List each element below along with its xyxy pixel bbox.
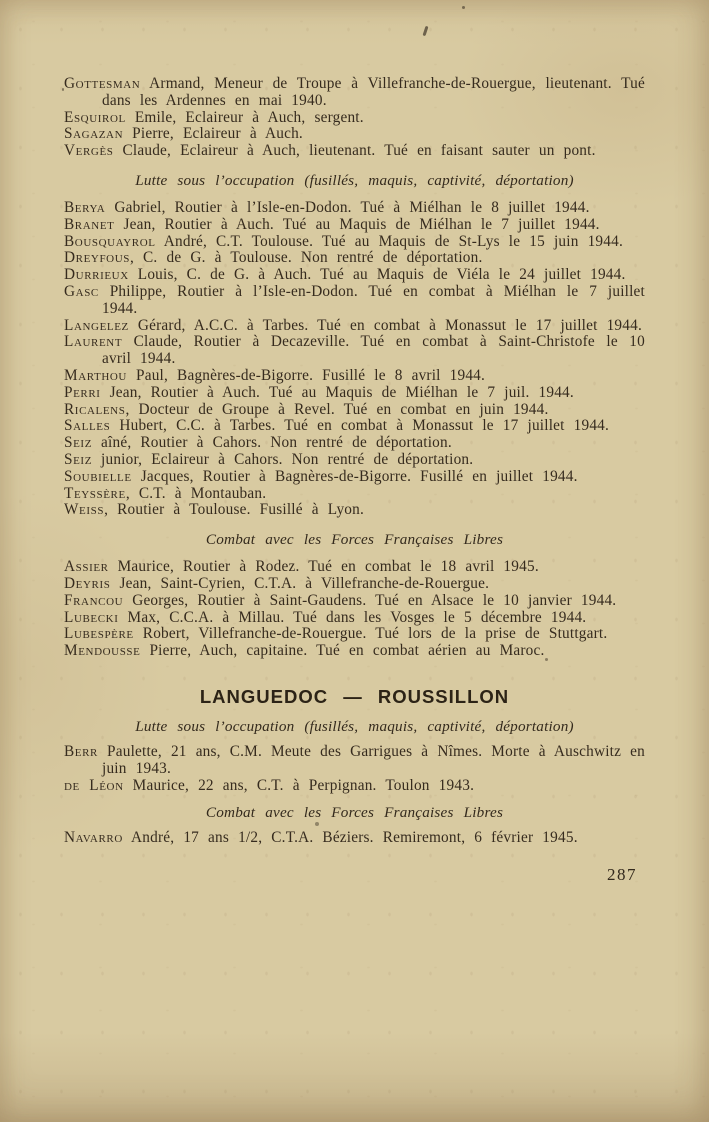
- entry-text: aîné, Routier à Cahors. Non rentré de déportation.: [92, 434, 452, 452]
- entry-text: Philippe, Routier à l’Isle-en-Dodon. Tué en combat à Miélhan le 7 juillet 1944.: [98, 282, 645, 317]
- memorial-entry: [64, 469, 645, 486]
- entry-text: Hubert, C.C. à Tarbes. Tué en combat à Monassut le 17 juillet 1944.: [110, 417, 610, 435]
- memorial-entry: [64, 402, 645, 419]
- entry-text: , Routier à Toulouse. Fusillé à Lyon.: [104, 501, 365, 519]
- memorial-entry: [64, 626, 645, 643]
- entry-text: Jean, Saint-Cyrien, C.T.A. à Villefranche-de-Rouergue.: [110, 574, 490, 592]
- memorial-entry: [64, 502, 645, 519]
- memorial-entry: [64, 643, 645, 660]
- entry-surname: Soubielle: [64, 467, 132, 485]
- memorial-entry: [64, 576, 645, 593]
- entry-text: Louis, C. de G. à Auch. Tué au Maquis de Viéla le 24 juillet 1944.: [128, 266, 626, 284]
- entry-text: Armand, Meneur de Troupe à Villefranche-de-Rouergue, lieutenant. Tué dans les Ardennes en mai 1940.: [102, 75, 645, 109]
- memorial-entry: [64, 452, 645, 469]
- entry-surname: Dreyfous: [64, 249, 130, 267]
- entry-text: Jacques, Routier à Bagnères-de-Bigorre. Fusillé en juillet 1944.: [131, 467, 578, 485]
- entry-surname: Mendousse: [64, 642, 141, 660]
- ink-speck: [462, 6, 465, 9]
- section-heading-ffl-languedoc: Combat avec les Forces Françaises Libres: [205, 804, 504, 822]
- memorial-entry: [64, 593, 645, 610]
- entry-text: André, 17 ans 1/2, C.T.A. Béziers. Remiremont, 6 février 1945.: [122, 829, 578, 847]
- entry-text: Jean, Routier à Auch. Tué au Maquis de Miélhan le 7 juillet 1944.: [114, 215, 600, 233]
- memorial-entry: [64, 486, 645, 503]
- entry-surname: de Léon: [64, 776, 124, 794]
- entry-surname: Seiz: [64, 450, 93, 468]
- entry-text: Claude, Eclaireur à Auch, lieutenant. Tué en faisant sauter un pont.: [113, 142, 596, 160]
- entry-text: Paulette, 21 ans, C.M. Meute des Garrigues à Nîmes. Morte à Auschwitz en juin 1943.: [98, 742, 645, 777]
- memorial-entry: [64, 267, 645, 284]
- region-heading-languedoc-roussillon: LANGUEDOC — ROUSSILLON: [199, 685, 510, 707]
- entry-surname: Berya: [64, 198, 106, 216]
- entry-surname: Francou: [64, 591, 124, 609]
- entry-text: Maurice, 22 ans, C.T. à Perpignan. Toulon 1943.: [123, 776, 475, 794]
- entry-text: Pierre, Auch, capitaine. Tué en combat aérien au Maroc.: [140, 642, 545, 660]
- memorial-entry: [64, 418, 645, 435]
- ink-speck: [315, 822, 319, 826]
- entry-text: , Docteur de Groupe à Revel. Tué en combat en juin 1944.: [125, 400, 549, 418]
- entry-text: Maurice, Routier à Rodez. Tué en combat le 18 avril 1945.: [108, 558, 539, 576]
- memorial-entry: [64, 284, 645, 318]
- memorial-entry: [64, 435, 645, 452]
- entry-surname: Gasc: [64, 282, 99, 300]
- memorial-entry: [64, 385, 645, 402]
- memorial-entry: [64, 126, 645, 143]
- entry-surname: Lubespère: [64, 625, 134, 643]
- entry-surname: Seiz: [64, 434, 93, 452]
- entry-surname: Gottesman: [64, 75, 141, 92]
- entries-occupation-languedoc: [64, 744, 645, 794]
- entry-surname: Bousquayrol: [64, 232, 156, 250]
- entry-surname: Deyris: [64, 574, 111, 592]
- memorial-entry: [64, 744, 645, 778]
- entry-surname: Navarro: [64, 829, 123, 847]
- entry-text: Jean, Routier à Auch. Tué au Maquis de Miélhan le 7 juil. 1944.: [100, 383, 574, 401]
- entry-text: junior, Eclaireur à Cahors. Non rentré de déportation.: [92, 450, 474, 468]
- memorial-entry: [64, 143, 645, 160]
- entry-surname: Ricalens: [64, 400, 126, 418]
- entry-surname: Marthou: [64, 366, 127, 384]
- entry-text: Georges, Routier à Saint-Gaudens. Tué en Alsace le 10 janvier 1944.: [123, 591, 617, 609]
- entries-ffl-languedoc: [64, 830, 645, 847]
- entry-text: Gabriel, Routier à l’Isle-en-Dodon. Tué à Miélhan le 8 juillet 1944.: [105, 198, 590, 216]
- entry-text: Max, C.C.A. à Millau. Tué dans les Vosges le 5 décembre 1944.: [118, 608, 587, 626]
- entries-ffl-midi: [64, 559, 645, 660]
- section-heading-occupation-languedoc: Lutte sous l’occupation (fusillés, maquis, captivité, déportation): [135, 717, 574, 735]
- memorial-entry: [64, 610, 645, 627]
- ink-speck: [545, 658, 548, 661]
- entry-surname: Branet: [64, 215, 115, 233]
- page-number: 287: [607, 865, 637, 885]
- entry-surname: Durrieux: [64, 266, 129, 284]
- entry-surname: Teyssère: [64, 484, 126, 502]
- entry-surname: Langelez: [64, 316, 129, 334]
- entry-text: Gérard, A.C.C. à Tarbes. Tué en combat à Monassut le 17 juillet 1944.: [128, 316, 642, 334]
- ink-speck: [62, 88, 64, 91]
- entry-surname: Esquirol: [64, 108, 126, 126]
- section-heading-ffl-midi: Combat avec les Forces Françaises Libres: [205, 531, 504, 549]
- entry-text: Emile, Eclaireur à Auch, sergent.: [125, 108, 364, 126]
- entry-text: , C. de G. à Toulouse. Non rentré de déportation.: [129, 249, 483, 267]
- entry-text: Paul, Bagnères-de-Bigorre. Fusillé le 8 avril 1944.: [126, 366, 486, 384]
- entry-surname: Berr: [64, 742, 98, 760]
- entry-text: Robert, Villefranche-de-Rouergue. Tué lors de la prise de Stuttgart.: [133, 625, 608, 643]
- entry-text: André, C.T. Toulouse. Tué au Maquis de St-Lys le 15 juin 1944.: [155, 232, 623, 250]
- entry-surname: Sagazan: [64, 125, 124, 143]
- memorial-entry: [64, 830, 645, 847]
- memorial-entry: [64, 217, 645, 234]
- entry-text: Pierre, Eclaireur à Auch.: [123, 125, 303, 143]
- memorial-entry: [64, 250, 645, 267]
- entry-surname: Salles: [64, 417, 111, 435]
- entry-surname: Perri: [64, 383, 101, 401]
- memorial-entry: [64, 318, 645, 335]
- section-heading-occupation-midi: Lutte sous l’occupation (fusillés, maquis, captivité, déportation): [135, 171, 574, 189]
- memorial-entry: [64, 778, 645, 795]
- entries-occupation-midi: [64, 200, 645, 519]
- entry-surname: Assier: [64, 558, 109, 576]
- memorial-entry: [64, 110, 645, 127]
- entry-text: , C.T. à Montauban.: [125, 484, 267, 502]
- entry-surname: Weiss: [64, 501, 105, 519]
- memorial-entry: [64, 334, 645, 368]
- memorial-entry: [64, 368, 645, 385]
- entries-war-continued: [64, 76, 645, 160]
- memorial-entry: [64, 76, 645, 110]
- entry-text: Claude, Routier à Decazeville. Tué en combat à Saint-Christofe le 10 avril 1944.: [102, 333, 645, 368]
- memorial-entry: [64, 200, 645, 217]
- entry-surname: Lubecki: [64, 608, 119, 626]
- memorial-entry: [64, 559, 645, 576]
- entry-surname: Vergès: [64, 142, 114, 160]
- memorial-entry: [64, 234, 645, 251]
- entry-surname: Laurent: [64, 333, 123, 351]
